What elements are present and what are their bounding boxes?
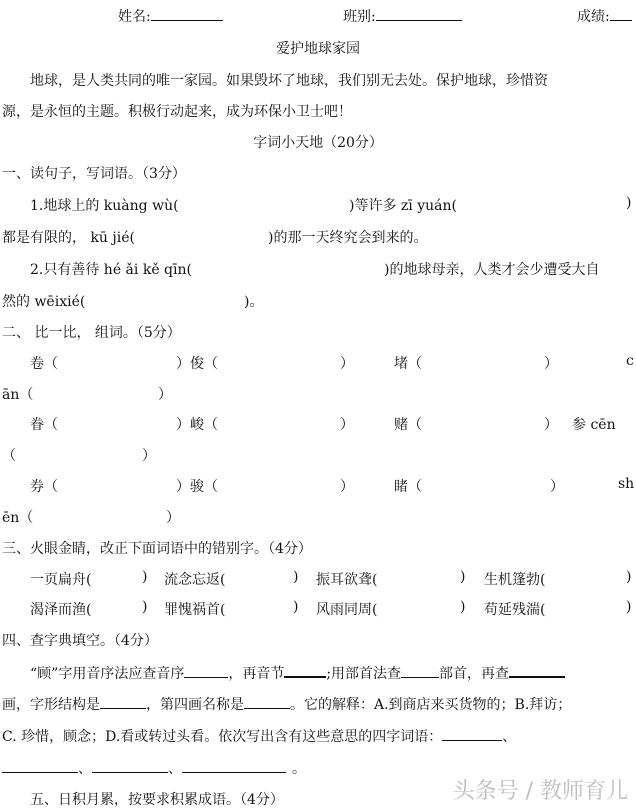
q4-l1-a: “顾”字用音序法应查音序 bbox=[30, 666, 185, 682]
q1-heading: 一、读句子，写词语。（3分） bbox=[2, 166, 186, 182]
q2-r1-c2: ） bbox=[340, 356, 354, 372]
q2-r1c: ） bbox=[158, 387, 172, 403]
q3-r2-p2: ) bbox=[293, 599, 299, 615]
q4-blank-8[interactable] bbox=[2, 758, 78, 773]
q2-r3-c3: 睹（ bbox=[394, 479, 422, 495]
class-label: 班别: bbox=[343, 9, 376, 25]
q4-blank-9[interactable] bbox=[92, 758, 168, 773]
q3-r2-p4: ) bbox=[626, 599, 632, 615]
q3-r2-w3: 风雨同周( bbox=[316, 602, 378, 618]
q4-l1-c: ;用部首法查 bbox=[326, 666, 402, 682]
q2-r1-c5: c bbox=[626, 353, 634, 369]
q3-r1-p2: ) bbox=[293, 569, 299, 585]
q2-r3c: ） bbox=[166, 510, 180, 526]
q3-heading: 三、火眼金睛，改正下面词语中的错别字。（4分） bbox=[2, 541, 312, 557]
q2-r2-c0: 眷（ bbox=[30, 417, 58, 433]
q1-s2-c: 然的 wēixié( bbox=[2, 294, 86, 310]
q3-r2-w1: 渴泽而渔( bbox=[30, 602, 92, 618]
q2-r2-c2: ） bbox=[340, 417, 354, 433]
q3-r2-p3: ) bbox=[460, 599, 466, 615]
q4-blank-2[interactable] bbox=[284, 662, 326, 678]
q2-r2c: ） bbox=[142, 448, 156, 464]
q4-l3-b: 、 bbox=[502, 729, 517, 745]
page-title: 爱护地球家园 bbox=[276, 41, 360, 57]
q4-blank-6[interactable] bbox=[244, 694, 290, 709]
q4-blank-4[interactable] bbox=[509, 662, 565, 678]
q2-r2b: （ bbox=[2, 448, 16, 464]
score-label: 成绩: bbox=[577, 9, 610, 25]
q3-r2-p1: ) bbox=[142, 599, 148, 615]
q3-r1-w4: 生机篷勃( bbox=[484, 572, 546, 588]
q3-r1-p1: ) bbox=[142, 569, 148, 585]
q4-l4-c: 。 bbox=[292, 761, 306, 777]
q2-r2-c4: ） bbox=[544, 417, 558, 433]
q5-heading: 五、日积月累，按要求积累成语。（4分） bbox=[30, 792, 284, 808]
intro-line-1: 地球，是人类共同的唯一家园。如果毁坏了地球，我们别无去处。保护地球，珍惜资 bbox=[30, 73, 548, 89]
q1-s2-d: )。 bbox=[244, 294, 264, 310]
q4-blank-7[interactable] bbox=[442, 726, 502, 741]
q4-heading: 四、查字典填空。（4分） bbox=[2, 633, 158, 649]
q4-line-2 bbox=[2, 694, 571, 714]
q1-s2-a: 2.只有善待 hé ǎi kě qīn( bbox=[30, 262, 192, 278]
q1-s1-b: )等许多 zī yuán( bbox=[349, 198, 457, 214]
q4-line-1 bbox=[30, 662, 565, 683]
q4-blank-5[interactable] bbox=[100, 694, 146, 709]
name-blank[interactable] bbox=[151, 6, 223, 21]
q1-s2-b: )的地球母亲，人类才会少遭受大自 bbox=[384, 262, 600, 278]
q3-r2-w2: 罪愧祸首( bbox=[164, 602, 226, 618]
score-blank[interactable] bbox=[610, 6, 632, 21]
q3-r2-w4: 苟延残湍( bbox=[484, 602, 546, 618]
name-field bbox=[118, 6, 223, 26]
q3-r1-w3: 振耳欲聋( bbox=[316, 572, 378, 588]
q3-r1-p3: ) bbox=[460, 569, 466, 585]
q4-line-3 bbox=[2, 726, 516, 746]
q2-r2-c3: 赌（ bbox=[394, 417, 422, 433]
q4-line-4 bbox=[2, 758, 306, 778]
score-field bbox=[577, 6, 632, 26]
q4-blank-3[interactable] bbox=[401, 663, 439, 678]
q3-r1-w1: 一页扁舟( bbox=[30, 572, 92, 588]
q2-r1-c4: ） bbox=[544, 356, 558, 372]
q4-l3-a: C. 珍惜，顾念；D.看或转过头看。依次写出含有这些意思的四字词语： bbox=[2, 729, 443, 745]
q4-l4-b: 、 bbox=[168, 761, 182, 777]
q3-r1-w2: 流念忘返( bbox=[164, 572, 226, 588]
q4-l1-d: 部首，再查 bbox=[439, 666, 510, 682]
q3-r1-p4: ) bbox=[626, 569, 632, 585]
q2-r3-c4: ） bbox=[550, 479, 564, 495]
q4-l2-c: 。它的解释：A.到商店来买货物的；B.拜访； bbox=[290, 697, 572, 713]
q2-r1b: ān（ bbox=[2, 387, 34, 403]
q2-r3-c0: 券（ bbox=[30, 479, 58, 495]
q2-r3b: ēn（ bbox=[2, 510, 34, 526]
q4-blank-10[interactable] bbox=[182, 758, 286, 773]
watermark: 头条号 / 教师育儿 bbox=[452, 779, 628, 804]
class-blank[interactable] bbox=[376, 6, 462, 21]
q4-blank-1[interactable] bbox=[184, 663, 228, 678]
q2-r2-c1: ）峻（ bbox=[176, 417, 218, 433]
q2-r1-c0: 卷（ bbox=[30, 356, 58, 372]
q2-r2-c5: 参 cēn bbox=[572, 417, 616, 433]
q1-s1-d: 都是有限的， kū jié( bbox=[2, 230, 135, 246]
q1-s1-e: )的那一天终究会到来的。 bbox=[268, 230, 428, 246]
intro-line-2: 源，是永恒的主题。积极行动起来，成为环保小卫士吧！ bbox=[2, 104, 352, 120]
q2-heading: 二、 比一比， 组词。（5分） bbox=[2, 325, 181, 341]
q4-l4-a: 、 bbox=[78, 761, 92, 777]
q2-r1-c3: 堵（ bbox=[394, 356, 422, 372]
class-field bbox=[343, 6, 462, 26]
section-title: 字词小天地（20分） bbox=[253, 135, 383, 151]
q2-r1-c1: ）俊（ bbox=[176, 356, 218, 372]
q4-l2-a: 画，字形结构是 bbox=[2, 697, 100, 713]
q4-l1-b: ，再音节 bbox=[228, 666, 285, 682]
q1-s1-c: ) bbox=[626, 195, 632, 211]
q2-r3-c1: ）骏（ bbox=[176, 479, 218, 495]
q2-r3-c5: sh bbox=[618, 476, 635, 492]
q2-r3-c2: ） bbox=[340, 479, 354, 495]
name-label: 姓名: bbox=[118, 9, 151, 25]
q1-s1-a: 1.地球上的 kuàng wù( bbox=[30, 198, 179, 214]
q4-l2-b: ，第四画名称是 bbox=[146, 697, 244, 713]
